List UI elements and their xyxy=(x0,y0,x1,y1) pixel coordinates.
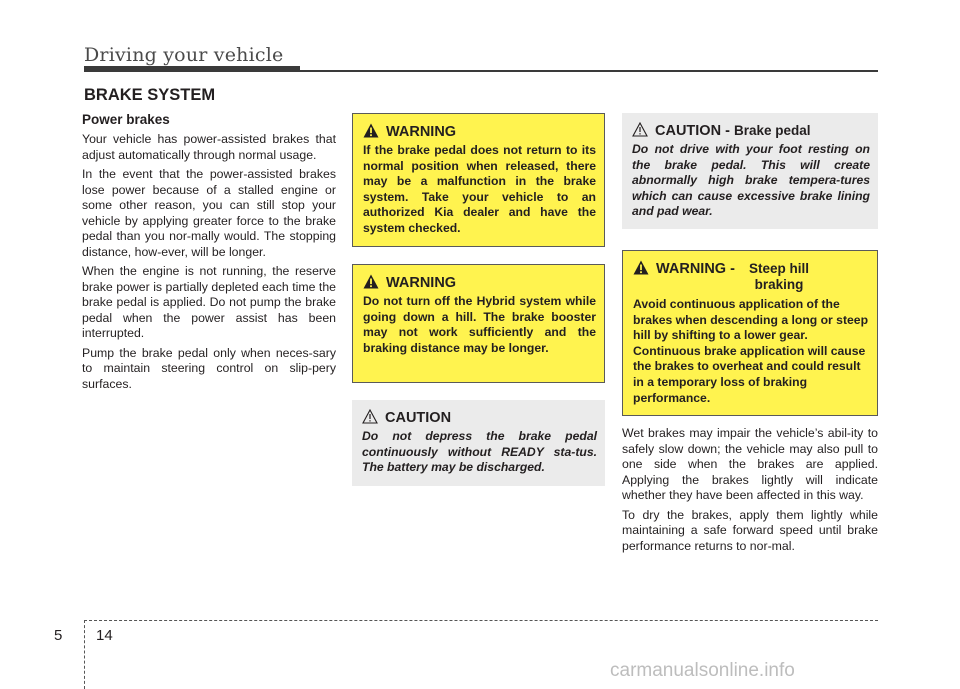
header-rule-thin xyxy=(300,70,878,72)
paragraph: Pump the brake pedal only when neces-sary to maintain steering control on slip-pery surfaces. xyxy=(82,345,336,391)
warning-text: If the brake pedal does not return to its normal position when released, there may be a malfunction in the brake system. Take your vehicle to an authorized Kia dealer and have the system checked. xyxy=(363,143,596,235)
chapter-number: 5 xyxy=(54,627,63,644)
caution-text: Do not drive with your foot resting on the brake pedal. This will create abnormally high brake tempera-tures which can cause excessive brake lining and pad wear. xyxy=(632,142,870,219)
page-number: 14 xyxy=(96,627,113,644)
paragraph: To dry the brakes, apply them lightly while maintaining a safe forward speed until brake performance returns to nor-mal. xyxy=(622,507,878,553)
caution-header xyxy=(632,123,870,139)
warning-subtitle: Steep hill braking xyxy=(748,261,809,292)
warning-box-hybrid-hill xyxy=(352,264,605,383)
subsection-title: Power brakes xyxy=(82,112,170,127)
chapter-title: Driving your vehicle xyxy=(84,44,284,66)
caution-subtitle: Brake pedal xyxy=(733,123,811,138)
paragraph: When the engine is not running, the reserve brake power is partially depleted each time the brake pedal is applied. Do not pump the brake pedal when the power assist has been interrupted. xyxy=(82,264,336,340)
header-rule-thick xyxy=(84,66,300,72)
right-column-text xyxy=(622,426,878,558)
paragraph: Wet brakes may impair the vehicle’s abil-ity to safely slow down; the vehicle may also pull to one side when the brakes are applied. Applying the brakes lightly will indicate whether they have been affected in this way. xyxy=(622,426,878,502)
warning-header xyxy=(363,275,596,291)
warning-text: Avoid continuous application of the brakes when descending a long or steep hill by shifting to a lower gear. Continuous brake application will cause the brakes to overheat and could result in a temporary loss of braking performance. xyxy=(633,297,869,405)
paragraph: Your vehicle has power-assisted brakes that adjust automatically through normal usage. xyxy=(82,132,336,162)
left-column xyxy=(82,112,336,396)
warning-icon xyxy=(363,123,379,138)
caution-icon xyxy=(632,122,648,137)
caution-box-brake-pedal xyxy=(622,113,878,229)
footer-rule xyxy=(84,620,878,621)
caution-icon xyxy=(362,409,378,424)
caution-title: CAUTION xyxy=(385,410,452,426)
warning-box-steep-hill xyxy=(622,250,878,416)
warning-header xyxy=(363,124,596,140)
warning-text: Do not turn off the Hybrid system while going down a hill. The brake booster may not work sufficiently and the braking distance may be longer. xyxy=(363,294,596,355)
paragraph: In the event that the power-assisted brakes lose power because of a stalled engine or some other reason, you can still stop your vehicle by applying greater force to the brake pedal than you nor-mally would. The stopping distance, how-ever, will be longer. xyxy=(82,167,336,259)
caution-box-ready-status xyxy=(352,400,605,486)
warning-title: WARNING xyxy=(386,124,457,140)
caution-header xyxy=(362,410,597,426)
warning-icon xyxy=(633,260,649,275)
warning-header xyxy=(633,261,869,293)
section-title: BRAKE SYSTEM xyxy=(84,86,216,104)
warning-box-brake-pedal-return xyxy=(352,113,605,247)
caution-text: Do not depress the brake pedal continuously without READY sta-tus. The battery may be discharged. xyxy=(362,429,597,475)
footer-divider xyxy=(84,620,85,689)
warning-title: WARNING xyxy=(386,275,457,291)
warning-icon xyxy=(363,274,379,289)
watermark: carmanualsonline.info xyxy=(610,660,795,681)
caution-title: CAUTION - xyxy=(655,123,730,139)
warning-title: WARNING - xyxy=(656,261,735,277)
